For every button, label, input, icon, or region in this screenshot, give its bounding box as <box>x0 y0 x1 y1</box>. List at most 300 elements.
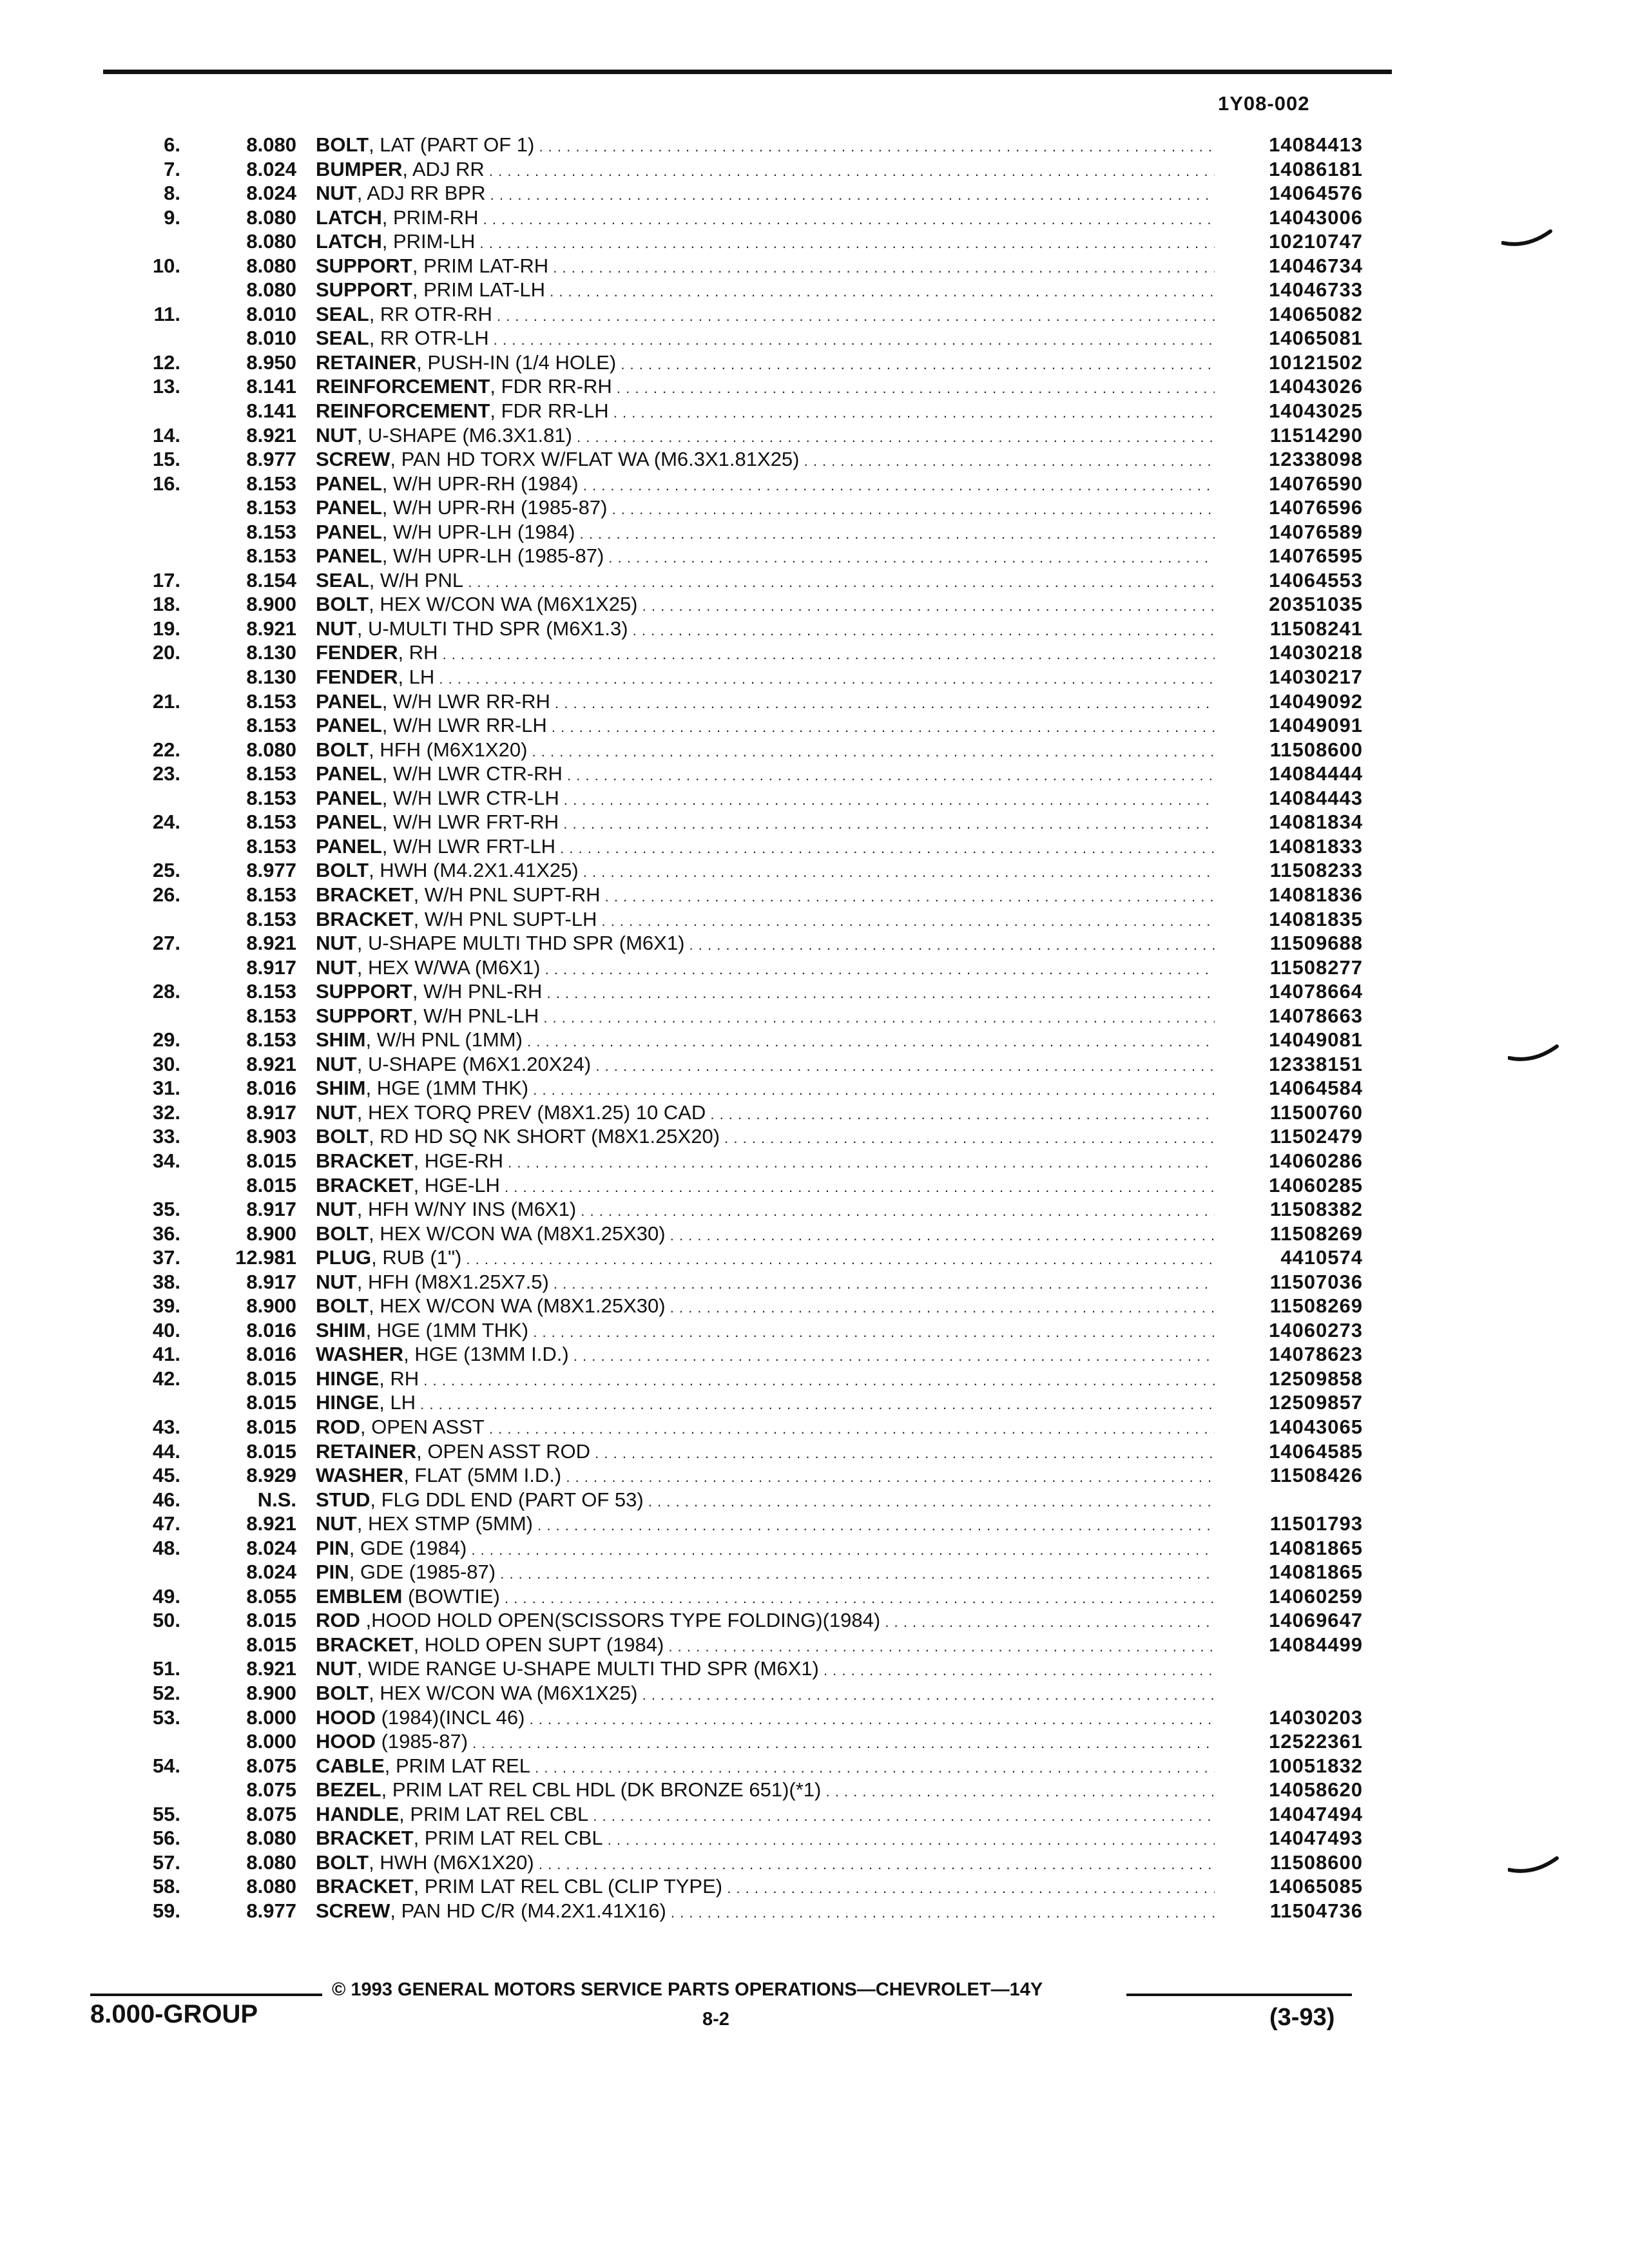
part-number: 10051832 <box>1269 1754 1363 1777</box>
part-number: 14065082 <box>1269 302 1363 325</box>
part-name: BEZEL <box>316 1778 381 1802</box>
part-description <box>316 206 1215 231</box>
part-row <box>0 713 1629 738</box>
part-number: 11514290 <box>1269 423 1363 447</box>
part-name: NUT <box>316 1198 357 1221</box>
group-number: 8.153 <box>246 1004 296 1027</box>
part-description <box>316 1681 1215 1707</box>
part-name: REINFORCEMENT <box>316 375 490 398</box>
part-row <box>0 1874 1629 1899</box>
part-name: SUPPORT <box>316 254 412 277</box>
part-name: NUT <box>316 1052 357 1075</box>
part-detail: , W/H LWR FRT-LH <box>381 834 556 858</box>
part-row <box>0 1754 1629 1778</box>
part-name: ROD <box>316 1415 360 1438</box>
part-description <box>316 423 1215 449</box>
part-description <box>316 786 1215 812</box>
part-description <box>316 1874 1215 1900</box>
part-number: 14065081 <box>1269 327 1363 350</box>
item-number: 56. <box>152 1827 180 1850</box>
part-row <box>0 568 1629 593</box>
item-number: 16. <box>152 472 180 495</box>
part-number: 14058620 <box>1269 1778 1363 1802</box>
part-name: BRACKET <box>316 1149 414 1172</box>
part-row <box>0 1488 1629 1512</box>
item-number: 41. <box>152 1343 180 1366</box>
part-number: 14084499 <box>1269 1633 1363 1656</box>
part-description <box>316 738 1215 764</box>
group-number: 8.080 <box>246 278 296 302</box>
part-description <box>316 495 1215 521</box>
group-number: 8.015 <box>246 1609 296 1632</box>
part-description <box>316 1004 1215 1030</box>
part-number: 11508269 <box>1269 1222 1363 1245</box>
group-number: 8.900 <box>246 1682 296 1704</box>
part-detail: , HEX STMP (5MM) <box>356 1512 533 1535</box>
part-name: SEAL <box>316 302 369 325</box>
part-number: 14078663 <box>1269 1004 1363 1027</box>
part-detail: , HGE (13MM I.D.) <box>403 1343 569 1366</box>
group-number: 8.921 <box>246 1512 296 1535</box>
part-number: 14076595 <box>1269 544 1363 568</box>
part-detail: , W/H PNL SUPT-LH <box>413 907 597 930</box>
item-number: 21. <box>152 689 180 713</box>
part-row <box>0 931 1629 956</box>
part-name: NUT <box>316 1100 357 1124</box>
part-description <box>316 278 1215 303</box>
group-number: 8.153 <box>246 811 296 834</box>
part-detail: , PAN HD C/R (M4.2X1.41X16) <box>390 1899 666 1922</box>
part-description <box>316 544 1215 570</box>
part-description <box>316 1367 1215 1392</box>
part-description <box>316 834 1215 860</box>
group-number: 8.153 <box>246 883 296 906</box>
item-number: 49. <box>152 1584 180 1608</box>
group-number: 8.080 <box>246 1850 296 1874</box>
part-description <box>316 447 1215 473</box>
part-name: SHIM <box>316 1318 366 1341</box>
item-number: 50. <box>152 1609 180 1632</box>
part-detail: , W/H LWR RR-RH <box>381 689 550 713</box>
part-name: BRACKET <box>316 1875 414 1898</box>
item-number: 27. <box>152 932 180 955</box>
part-number: 14043065 <box>1269 1415 1363 1438</box>
part-description <box>316 979 1215 1005</box>
part-description <box>316 1754 1215 1780</box>
item-number: 24. <box>152 811 180 834</box>
part-name: BUMPER <box>316 157 403 180</box>
part-detail: , HEX W/WA (M6X1) <box>356 956 541 979</box>
item-number: 45. <box>152 1464 180 1487</box>
part-name: BOLT <box>316 1294 369 1318</box>
group-number: 8.080 <box>246 1875 296 1898</box>
part-row <box>0 1657 1629 1681</box>
part-row <box>0 544 1629 568</box>
part-number: 14060285 <box>1269 1173 1363 1196</box>
part-detail: , LAT (PART OF 1) <box>369 133 535 156</box>
group-number: 8.010 <box>246 302 296 325</box>
part-number: 14047494 <box>1269 1802 1363 1825</box>
part-detail: , W/H LWR CTR-LH <box>381 786 559 809</box>
part-number: 4410574 <box>1280 1246 1363 1269</box>
part-row <box>0 1463 1629 1488</box>
group-number: 8.075 <box>246 1802 296 1825</box>
part-detail: , PRIM-RH <box>381 206 479 229</box>
group-number: 8.024 <box>246 1561 296 1584</box>
part-description <box>316 399 1215 425</box>
part-row <box>0 1173 1629 1198</box>
date-code: (3-93) <box>1269 2004 1335 2031</box>
item-number: 7. <box>164 157 180 180</box>
part-name: NUT <box>316 617 357 640</box>
part-number: 14043006 <box>1269 206 1363 229</box>
part-row <box>0 1706 1629 1730</box>
part-description <box>316 713 1215 739</box>
part-name: LATCH <box>316 206 382 229</box>
part-description <box>316 1899 1215 1925</box>
part-detail: , FDR RR-RH <box>490 375 612 398</box>
part-name: RETAINER <box>316 1439 417 1463</box>
item-number: 44. <box>152 1439 180 1463</box>
part-name: SHIM <box>316 1077 366 1100</box>
part-row <box>0 351 1629 375</box>
part-number: 11508600 <box>1269 738 1363 761</box>
part-name: NUT <box>316 956 357 979</box>
part-description <box>316 1729 1215 1755</box>
item-number: 34. <box>152 1149 180 1172</box>
part-detail: , RUB (1") <box>371 1246 462 1269</box>
group-number: 8.075 <box>246 1754 296 1777</box>
part-number: 14078623 <box>1269 1343 1363 1366</box>
part-number: 11508233 <box>1269 859 1363 882</box>
part-number: 14081835 <box>1269 907 1363 930</box>
item-number: 11. <box>153 302 180 325</box>
part-description <box>316 762 1215 787</box>
group-number: 8.015 <box>246 1415 296 1438</box>
part-detail: , PRIM LAT-RH <box>412 254 549 277</box>
part-row <box>0 229 1629 254</box>
item-number: 29. <box>152 1028 180 1052</box>
part-detail: (BOWTIE) <box>402 1584 500 1608</box>
group-number: 8.977 <box>246 448 296 471</box>
group-number: 8.900 <box>246 1294 296 1318</box>
part-name: FENDER <box>316 666 398 689</box>
part-row <box>0 762 1629 786</box>
part-row <box>0 907 1629 932</box>
part-name: PLUG <box>316 1246 372 1269</box>
copyright-notice: © 1993 GENERAL MOTORS SERVICE PARTS OPERATIONS—CHEVROLET—14Y <box>332 1979 1043 2000</box>
part-description <box>316 1560 1215 1586</box>
part-name: LATCH <box>316 230 382 253</box>
part-detail: , PRIM LAT REL CBL (CLIP TYPE) <box>413 1875 723 1898</box>
item-number: 19. <box>152 617 180 640</box>
part-number: 14049091 <box>1269 714 1363 737</box>
part-description <box>316 1633 1215 1658</box>
part-detail: , WIDE RANGE U-SHAPE MULTI THD SPR (M6X1) <box>356 1657 819 1680</box>
group-number: 8.153 <box>246 762 296 785</box>
part-detail: , U-MULTI THD SPR (M6X1.3) <box>356 617 628 640</box>
part-detail: , PRIM-LH <box>381 230 476 253</box>
group-number: 8.080 <box>246 206 296 229</box>
part-number: 14064584 <box>1269 1077 1363 1100</box>
group-number: 8.153 <box>246 980 296 1003</box>
part-row <box>0 374 1629 399</box>
group-number: 8.153 <box>246 714 296 737</box>
part-detail: , ADJ RR <box>402 157 485 180</box>
part-row <box>0 810 1629 834</box>
footer-rule <box>90 1994 322 1996</box>
group-number: 8.153 <box>246 834 296 858</box>
part-row <box>0 1415 1629 1439</box>
part-name: BOLT <box>316 1682 369 1704</box>
part-row <box>0 1124 1629 1149</box>
group-label: 8.000-GROUP <box>90 2000 258 2028</box>
part-name: NUT <box>316 1270 357 1293</box>
group-number: 8.900 <box>246 1222 296 1245</box>
part-name: BOLT <box>316 593 369 616</box>
item-number: 46. <box>152 1488 180 1511</box>
group-number: 8.015 <box>246 1367 296 1390</box>
part-row <box>0 1245 1629 1270</box>
group-number: 8.921 <box>246 932 296 955</box>
part-description <box>316 326 1215 352</box>
part-row <box>0 423 1629 448</box>
item-number: 55. <box>152 1802 180 1825</box>
part-row <box>0 1390 1629 1415</box>
item-number: 47. <box>152 1512 180 1535</box>
part-name: STUD <box>316 1488 371 1511</box>
item-number: 33. <box>152 1125 180 1148</box>
part-description <box>316 1270 1215 1296</box>
group-number: 8.153 <box>246 689 296 713</box>
part-number: 14084443 <box>1269 786 1363 809</box>
part-detail: , W/H UPR-LH (1984) <box>381 520 575 543</box>
part-row <box>0 399 1629 423</box>
group-number: 8.080 <box>246 133 296 156</box>
part-row <box>0 206 1629 230</box>
part-row <box>0 1899 1629 1923</box>
part-row <box>0 858 1629 883</box>
group-number: 8.000 <box>246 1730 296 1753</box>
footer-rule <box>1126 1994 1352 1996</box>
group-number: 8.016 <box>246 1343 296 1366</box>
part-description <box>316 302 1215 328</box>
group-number: 8.130 <box>246 641 296 664</box>
parts-list <box>0 133 1629 1923</box>
part-detail: , HFH (M8X1.25X7.5) <box>356 1270 549 1293</box>
part-number: 14030217 <box>1269 666 1363 689</box>
part-detail: , HEX W/CON WA (M8X1.25X30) <box>369 1294 666 1318</box>
part-row <box>0 1197 1629 1222</box>
item-number: 20. <box>152 641 180 664</box>
part-description <box>316 1390 1215 1416</box>
group-number: 8.153 <box>246 1028 296 1052</box>
part-number: 14043026 <box>1269 375 1363 398</box>
part-number: 14049092 <box>1269 689 1363 713</box>
group-number: 8.015 <box>246 1149 296 1172</box>
part-name: FENDER <box>316 641 398 664</box>
group-number: 8.015 <box>246 1633 296 1656</box>
item-number: 35. <box>152 1198 180 1221</box>
group-number: 8.024 <box>246 1536 296 1559</box>
part-row <box>0 1681 1629 1706</box>
item-number: 58. <box>152 1875 180 1898</box>
part-detail: , W/H UPR-LH (1985-87) <box>381 544 604 568</box>
item-number: 18. <box>152 593 180 616</box>
part-name: NUT <box>316 182 357 205</box>
part-number: 11508382 <box>1269 1198 1363 1221</box>
part-name: REINFORCEMENT <box>316 399 490 423</box>
group-number: 8.016 <box>246 1077 296 1100</box>
part-description <box>316 1173 1215 1199</box>
part-row <box>0 1633 1629 1657</box>
part-detail: , PRIM LAT REL CBL HDL (DK BRONZE 651)(*1) <box>381 1778 822 1802</box>
part-number: 14081834 <box>1269 811 1363 834</box>
item-number: 37. <box>152 1246 180 1269</box>
part-number: 12522361 <box>1269 1730 1363 1753</box>
part-name: NUT <box>316 932 357 955</box>
group-number: 8.141 <box>246 399 296 423</box>
part-name: SHIM <box>316 1028 366 1052</box>
part-row <box>0 883 1629 907</box>
part-name: SUPPORT <box>316 1004 412 1027</box>
part-row <box>0 1270 1629 1294</box>
part-name: PANEL <box>316 496 382 519</box>
page-number: 8-2 <box>702 2009 729 2030</box>
group-number: 8.153 <box>246 472 296 495</box>
group-number: 8.055 <box>246 1584 296 1608</box>
part-number: 14030218 <box>1269 641 1363 664</box>
part-description <box>316 931 1215 957</box>
part-number: 14065085 <box>1269 1875 1363 1898</box>
part-number: 14081865 <box>1269 1561 1363 1584</box>
part-name: BOLT <box>316 1222 369 1245</box>
part-row <box>0 495 1629 520</box>
part-detail: , PUSH-IN (1/4 HOLE) <box>416 351 617 374</box>
part-detail: , HGE-RH <box>413 1149 504 1172</box>
group-number: 8.917 <box>246 1198 296 1221</box>
part-number: 14064553 <box>1269 568 1363 591</box>
part-name: HINGE <box>316 1367 380 1390</box>
part-description <box>316 374 1215 400</box>
group-number: 8.080 <box>246 230 296 253</box>
part-detail: , HOLD OPEN SUPT (1984) <box>413 1633 664 1656</box>
margin-check-mark <box>1501 229 1553 251</box>
item-number: 14. <box>152 423 180 447</box>
part-detail: , HGE (1MM THK) <box>365 1077 529 1100</box>
part-row <box>0 617 1629 641</box>
part-number: 14064585 <box>1269 1439 1363 1463</box>
part-description <box>316 1222 1215 1247</box>
item-number: 13. <box>152 375 180 398</box>
part-name: PANEL <box>316 834 382 858</box>
part-row <box>0 254 1629 278</box>
part-detail: , OPEN ASST <box>360 1415 485 1438</box>
group-number: 8.010 <box>246 327 296 350</box>
part-description <box>316 1100 1215 1126</box>
part-row <box>0 1536 1629 1561</box>
part-detail: , HFH W/NY INS (M6X1) <box>356 1198 577 1221</box>
part-name: WASHER <box>316 1464 404 1487</box>
group-number: 12.981 <box>235 1246 296 1269</box>
group-number: 8.024 <box>246 182 296 205</box>
part-row <box>0 157 1629 182</box>
part-detail: , W/H LWR CTR-RH <box>381 762 563 785</box>
part-name: SUPPORT <box>316 278 412 302</box>
part-row <box>0 302 1629 327</box>
part-name: NUT <box>316 423 357 447</box>
part-description <box>316 157 1215 183</box>
part-number: 14081836 <box>1269 883 1363 906</box>
part-number: 11508600 <box>1269 1850 1363 1874</box>
part-description <box>316 520 1215 546</box>
part-row <box>0 1802 1629 1827</box>
part-row <box>0 1729 1629 1754</box>
part-row <box>0 1439 1629 1464</box>
item-number: 31. <box>152 1077 180 1100</box>
part-description <box>316 1488 1215 1514</box>
part-name: BRACKET <box>316 1633 414 1656</box>
part-detail: , FLAT (5MM I.D.) <box>403 1464 562 1487</box>
part-description <box>316 1778 1215 1803</box>
part-detail: , RR OTR-LH <box>369 327 489 350</box>
group-number: 8.977 <box>246 1899 296 1922</box>
item-number: 53. <box>152 1706 180 1729</box>
part-number: 14069647 <box>1269 1609 1363 1632</box>
item-number: 57. <box>152 1850 180 1874</box>
part-row <box>0 1826 1629 1850</box>
part-description <box>316 1608 1215 1634</box>
part-detail: , W/H PNL SUPT-RH <box>413 883 601 906</box>
part-description <box>316 640 1215 666</box>
part-name: BRACKET <box>316 1827 414 1850</box>
part-name: PANEL <box>316 714 382 737</box>
part-name: SUPPORT <box>316 980 412 1003</box>
part-description <box>316 133 1215 159</box>
part-number: 12509857 <box>1269 1391 1363 1414</box>
group-number: 8.141 <box>246 375 296 398</box>
item-number: 40. <box>152 1318 180 1341</box>
part-row <box>0 1004 1629 1028</box>
part-description <box>316 1584 1215 1610</box>
group-number: 8.000 <box>246 1706 296 1729</box>
part-detail: , HEX W/CON WA (M8X1.25X30) <box>369 1222 666 1245</box>
part-description <box>316 254 1215 280</box>
part-detail: , GDE (1984) <box>349 1536 467 1559</box>
part-row <box>0 447 1629 472</box>
part-row <box>0 520 1629 544</box>
group-number: 8.080 <box>246 254 296 277</box>
part-name: HANDLE <box>316 1802 400 1825</box>
item-number: 51. <box>152 1657 180 1680</box>
item-number: 28. <box>152 980 180 1003</box>
part-number: 14084413 <box>1269 133 1363 156</box>
part-name: BRACKET <box>316 883 414 906</box>
part-name: HOOD <box>316 1706 376 1729</box>
item-number: 30. <box>152 1052 180 1075</box>
part-row <box>0 592 1629 617</box>
part-number: 14078664 <box>1269 980 1363 1003</box>
part-description <box>316 810 1215 836</box>
part-detail: , OPEN ASST ROD <box>416 1439 591 1463</box>
group-number: 8.921 <box>246 617 296 640</box>
part-number: 14046733 <box>1269 278 1363 302</box>
part-name: BOLT <box>316 1850 369 1874</box>
part-description <box>316 1149 1215 1175</box>
part-detail: (1985-87) <box>376 1730 468 1753</box>
item-number: 42. <box>152 1367 180 1390</box>
item-number: 52. <box>152 1682 180 1704</box>
